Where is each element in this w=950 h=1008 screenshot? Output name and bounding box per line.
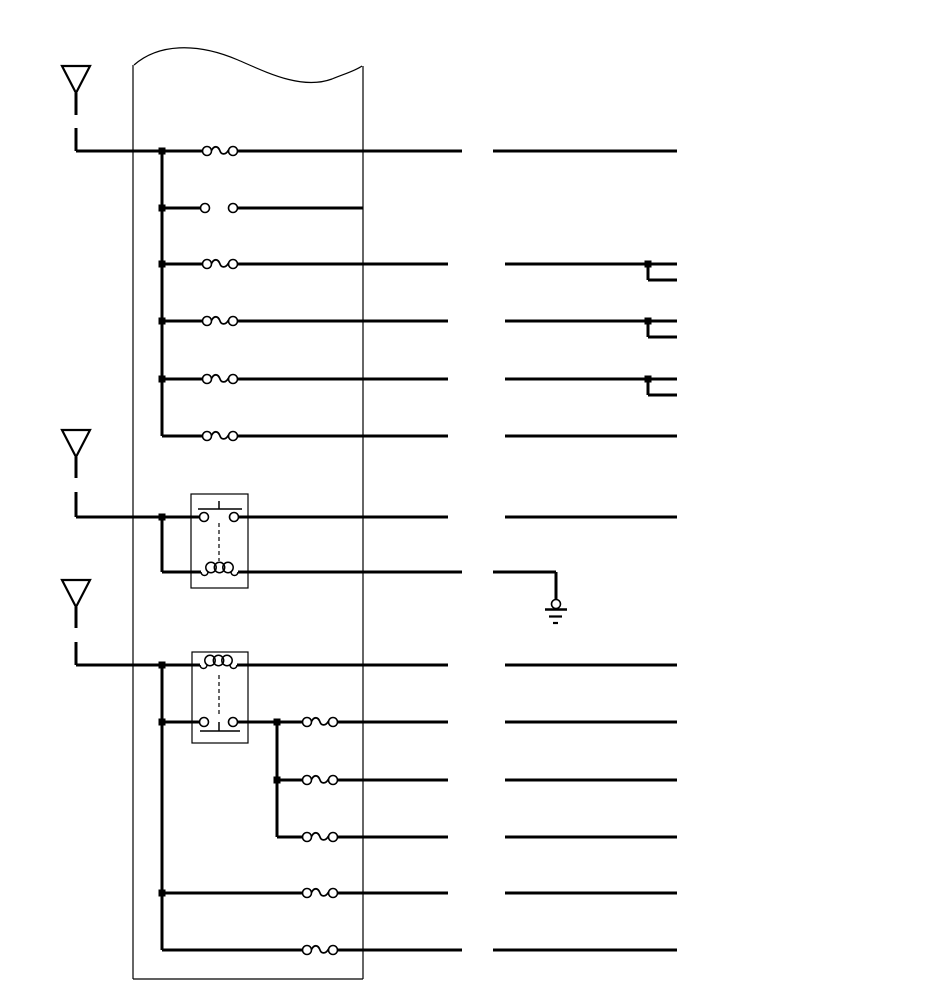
fuse-symbol	[303, 718, 338, 727]
junction-dot	[645, 318, 652, 325]
contact-terminal-right	[229, 204, 238, 213]
contact-terminal-left	[201, 204, 210, 213]
fuse-symbol	[303, 776, 338, 785]
junction-dot	[159, 261, 166, 268]
fuse-element	[312, 833, 329, 840]
coil-exit-hook	[230, 665, 237, 669]
fuse-terminal-right	[329, 946, 338, 955]
fuse-element	[312, 776, 329, 783]
coil-exit-hook	[231, 572, 238, 576]
fuse-terminal-right	[229, 147, 238, 156]
fuse-symbol	[303, 889, 338, 898]
fuse-terminal-left	[303, 776, 312, 785]
fuse-terminal-left	[303, 946, 312, 955]
fuse-terminal-right	[229, 260, 238, 269]
antenna-2-icon	[62, 430, 90, 457]
fuse-terminal-left	[303, 833, 312, 842]
fuse-terminal-right	[329, 833, 338, 842]
fuse-terminal-left	[203, 260, 212, 269]
junction-dot	[159, 514, 166, 521]
fuse-element	[212, 432, 229, 439]
fuse-terminal-left	[203, 147, 212, 156]
fuse-element	[212, 260, 229, 267]
fuse-terminal-left	[303, 889, 312, 898]
junction-dot	[274, 719, 281, 726]
fuse-terminal-right	[329, 889, 338, 898]
fuse-symbol	[203, 317, 238, 326]
relay-1-symbol	[191, 494, 248, 588]
fuse-symbol	[303, 833, 338, 842]
relay-contact-right	[229, 718, 238, 727]
junction-dot	[645, 261, 652, 268]
fuse-terminal-right	[229, 317, 238, 326]
junction-dot	[159, 148, 166, 155]
junction-dot	[159, 376, 166, 383]
fuse-element	[212, 147, 229, 154]
junction-dot	[159, 205, 166, 212]
antenna-3-icon	[62, 580, 90, 607]
fuse-terminal-left	[203, 317, 212, 326]
relay-contact-left	[200, 718, 209, 727]
junction-dot	[274, 777, 281, 784]
fuse-element	[312, 889, 329, 896]
fuse-terminal-right	[329, 776, 338, 785]
open-contact-symbol	[201, 204, 238, 213]
harness-box-top-wave	[134, 48, 362, 83]
coil-entry-hook	[201, 572, 208, 576]
fuse-terminal-left	[203, 432, 212, 441]
junction-dot	[159, 318, 166, 325]
antenna-triangle	[62, 580, 90, 607]
wires	[76, 93, 677, 950]
antenna-1-icon	[62, 66, 90, 93]
relay-contact-right	[230, 513, 239, 522]
antenna-triangle	[62, 430, 90, 457]
fuse-terminal-right	[329, 718, 338, 727]
junction-dot	[159, 662, 166, 669]
junction-dot	[159, 719, 166, 726]
fuse-symbol	[303, 946, 338, 955]
fuse-terminal-left	[303, 718, 312, 727]
fuse-element	[312, 718, 329, 725]
coil-entry-hook	[200, 665, 207, 669]
fuse-symbol	[203, 375, 238, 384]
antenna-triangle	[62, 66, 90, 93]
fuse-element	[312, 946, 329, 953]
fuse-terminal-right	[229, 375, 238, 384]
fuse-element	[212, 375, 229, 382]
fuse-terminal-right	[229, 432, 238, 441]
ground-symbol	[545, 600, 567, 624]
fuse-symbol	[203, 147, 238, 156]
junction-dot	[645, 376, 652, 383]
ground-terminal	[552, 600, 561, 609]
relay-contact-left	[200, 513, 209, 522]
fuse-terminal-left	[203, 375, 212, 384]
junction-dot	[159, 890, 166, 897]
fuse-symbol	[203, 260, 238, 269]
fuse-symbol	[203, 432, 238, 441]
fuse-element	[212, 317, 229, 324]
